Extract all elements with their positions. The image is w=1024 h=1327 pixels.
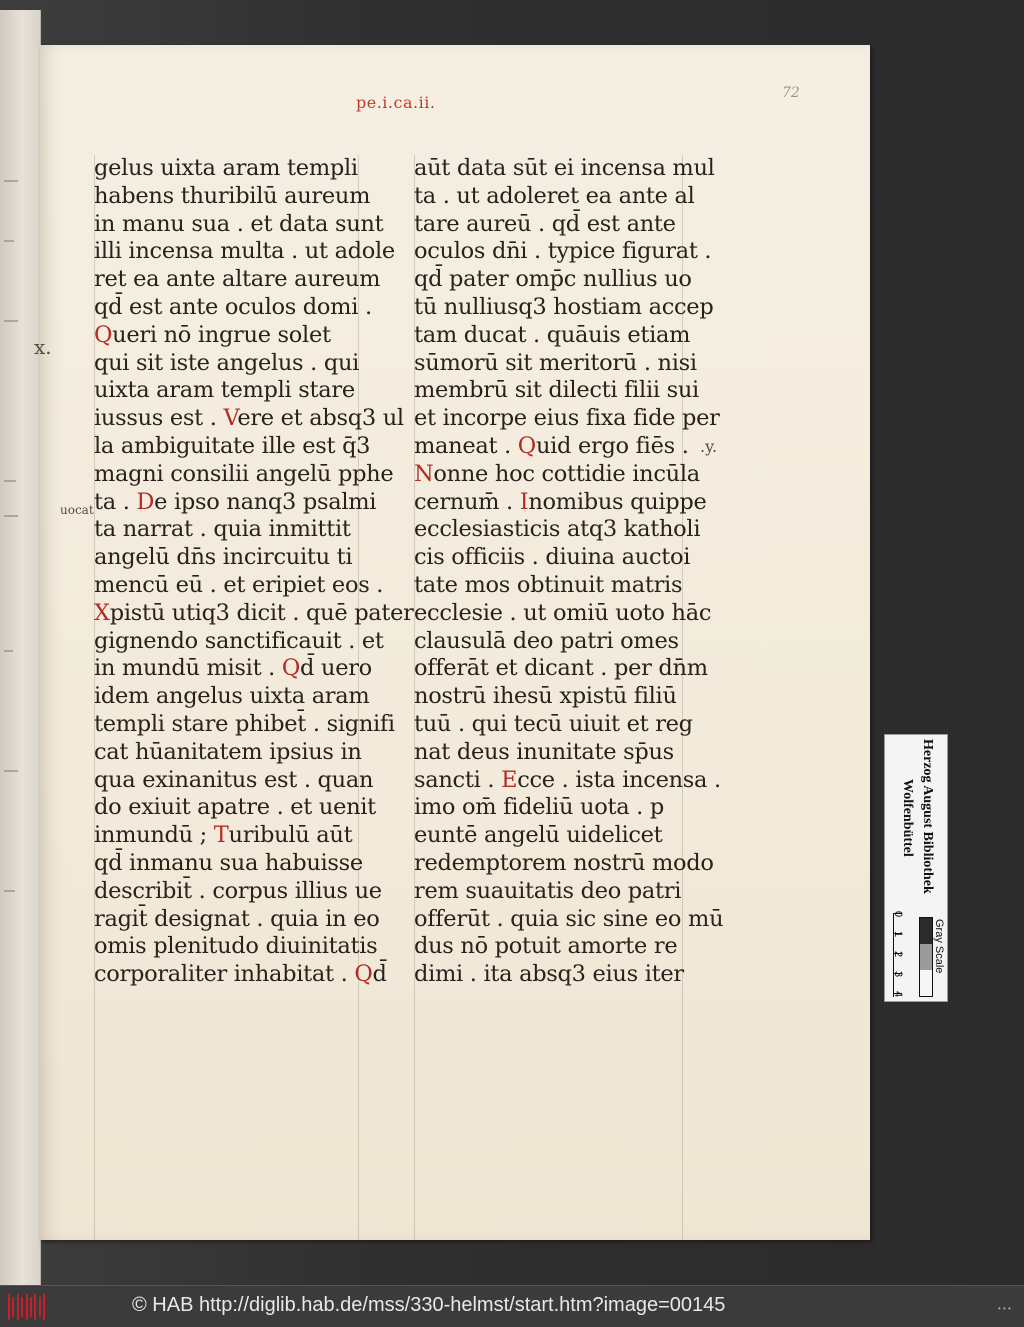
text-line: tare aureū . qd̄ est ante [414, 210, 676, 237]
text-line: sancti . Ecce . ista incensa . [414, 766, 721, 793]
text-line: templi stare phibet̄ . signifi [94, 710, 395, 737]
logo-stripe [8, 1294, 10, 1320]
running-header: pe.i.ca.ii. [356, 93, 436, 112]
text-line: redemptorem nostrū modo [414, 849, 714, 876]
text-line: habens thuribilū aureum [94, 182, 371, 209]
copyright-url[interactable]: © HAB http://diglib.hab.de/mss/330-helmst/start.htm?image=00145 [132, 1294, 726, 1316]
text-line: clausulā deo patri omes [414, 627, 679, 654]
ink-bleed [4, 515, 18, 517]
rubricated-initial: I [519, 488, 529, 515]
ink-bleed [4, 480, 16, 482]
text-line: mencū eū . et eripiet eos . [94, 571, 384, 598]
text-line: describit̄ . corpus illius ue [94, 877, 382, 904]
text-line: inmundū ; Turibulū aūt [94, 822, 353, 849]
text-line: euntē angelū uidelicet [414, 822, 663, 849]
text-line: uixta aram templi stare [94, 377, 355, 404]
text-column-left [94, 155, 414, 989]
rubricated-initial: N [414, 460, 434, 487]
rubricated-initial: D [136, 488, 155, 515]
color-scale-chart [884, 734, 948, 1002]
rubricated-initial: E [501, 766, 518, 793]
text-line: qd̄ pater omp̄c nullius uo [414, 266, 692, 293]
rubricated-initial: V [223, 405, 238, 432]
text-line: ta . De ipso nanq3 psalmi [94, 488, 377, 515]
text-line: offerūt . quia sic sine eo mū [414, 905, 724, 932]
text-line: cis officiis . diuina auctoi [414, 544, 691, 571]
ink-bleed [4, 240, 14, 242]
rubricated-initial: T [213, 822, 229, 849]
centimeter-ruler [893, 913, 918, 997]
rubricated-initial: Q [94, 321, 113, 348]
text-line: iussus est . Vere et absq3 ul [94, 405, 404, 432]
text-line: cat hūanitatem ipsius in [94, 738, 362, 765]
ink-bleed [4, 890, 15, 892]
text-line: aūt data sūt ei incensa mul [414, 155, 715, 181]
text-line: et incorpe eius fixa fide per [414, 405, 720, 432]
rubricated-initial: Q [517, 432, 536, 459]
rubricated-initial: Q [354, 961, 373, 988]
text-line: in manu sua . et data sunt [94, 210, 384, 237]
text-line: membrū sit dilecti filii sui [414, 377, 699, 404]
text-line: illi incensa multa . ut adole [94, 238, 395, 265]
text-line: tū nulliusq3 hostiam accep [414, 293, 714, 320]
text-line: Xpistū utiq3 dicit . quē pater [94, 599, 414, 626]
rubricated-initial: Q [281, 655, 301, 682]
ruler-number: 1 [892, 931, 904, 938]
text-line: qd̄ inmanu sua habuisse [94, 849, 363, 876]
logo-stripe [43, 1294, 45, 1320]
ink-bleed [4, 650, 13, 652]
library-name: Herzog August Bibliothek [920, 739, 935, 894]
logo-stripe [12, 1297, 14, 1317]
text-line: oculos dn̄i . typice figurat . [414, 238, 712, 265]
text-line: ta narrat . quia inmittit [94, 516, 351, 543]
text-line: Queri nō ingrue solet [94, 321, 331, 348]
text-line: qui sit iste angelus . qui [94, 349, 360, 376]
text-line: do exiuit apatre . et uenit [94, 794, 376, 821]
text-line: ret ea ante altare aureum [94, 266, 381, 293]
ink-bleed [4, 180, 18, 182]
text-line: ta . ut adoleret ea ante al [414, 182, 695, 209]
ink-bleed [4, 320, 18, 322]
logo-stripe [30, 1297, 32, 1317]
text-line: ecclesie . ut omiū uoto hāc [414, 599, 712, 626]
text-line: imo om̄ fideliū uota . p [414, 794, 664, 821]
text-line: omis plenitudo diuinitatis [94, 933, 378, 960]
library-title [891, 739, 941, 909]
library-city: Wolfenbüttel [900, 779, 915, 857]
margin-note-y: .y. [700, 437, 718, 456]
text-line: corporaliter inhabitat . Qd̄ [94, 961, 387, 988]
ruler-number: 3 [892, 971, 904, 978]
logo-stripe [34, 1294, 36, 1320]
text-line: ragit̄ designat . quia in eo [94, 905, 380, 932]
gray-swatch [920, 970, 932, 996]
gray-swatch [920, 918, 932, 944]
text-line: tate mos obtinuit matris [414, 571, 683, 598]
text-line: maneat . Quid ergo fiēs . [414, 432, 689, 459]
logo-stripe [21, 1297, 23, 1317]
logo-stripe [17, 1294, 19, 1320]
text-line: gelus uixta aram templi [94, 155, 358, 181]
ink-bleed [4, 770, 18, 772]
gray-scale-swatches [919, 917, 933, 997]
text-line: offerāt et dicant . per dn̄m [414, 655, 708, 682]
manuscript-folio [34, 45, 870, 1240]
text-line: dus nō potuit amorte re [414, 933, 678, 960]
text-line: ecclesiasticis atq3 katholi [414, 516, 701, 543]
text-column-right [414, 155, 734, 989]
text-line: Nonne hoc cottidie incūla [414, 460, 700, 487]
ruler-number: 2 [892, 951, 904, 958]
text-line: gignendo sanctificauit . et [94, 627, 384, 654]
ruler-number: 4 [892, 991, 904, 998]
text-line: nat deus inunitate sp̄us [414, 738, 674, 765]
footer-bar [0, 1285, 1024, 1327]
text-line: idem angelus uixta aram [94, 683, 370, 710]
text-line: qua exinanitus est . quan [94, 766, 374, 793]
folio-number: 72 [782, 85, 800, 101]
text-line: qd̄ est ante oculos domi . [94, 293, 372, 320]
text-line: dimi . ita absq3 eius iter [414, 961, 684, 988]
logo-stripe [26, 1294, 28, 1320]
text-line: cernum̄ . Inomibus quippe [414, 488, 707, 515]
text-line: angelū dn̄s incircuitu ti [94, 544, 353, 571]
text-line: rem suauitatis deo patri [414, 877, 682, 904]
text-line: tam ducat . quāuis etiam [414, 321, 691, 348]
logo-stripe [39, 1297, 41, 1317]
text-line: la ambiguitate ille est q̄3 [94, 432, 371, 459]
rubricated-initial: X [94, 599, 110, 626]
margin-note-word: uocat [60, 503, 94, 517]
hab-logo-icon [8, 1294, 48, 1320]
text-line: sūmorū sit meritorū . nisi [414, 349, 697, 376]
footer-dots-icon: • • • [998, 1304, 1011, 1313]
text-line: magni consilii angelū pphe [94, 460, 394, 487]
text-line: in mundū misit . Qd̄ uero [94, 655, 372, 682]
facing-page-edge [0, 10, 41, 1285]
margin-note-x: x. [34, 335, 52, 359]
gray-swatch [920, 944, 932, 970]
text-line: tuū . qui tecū uiuit et reg [414, 710, 693, 737]
text-line: nostrū ihesū xpistū filiū [414, 683, 677, 710]
ruler-number: 0 [892, 911, 904, 918]
gray-scale-label: Gray Scale [933, 919, 945, 974]
